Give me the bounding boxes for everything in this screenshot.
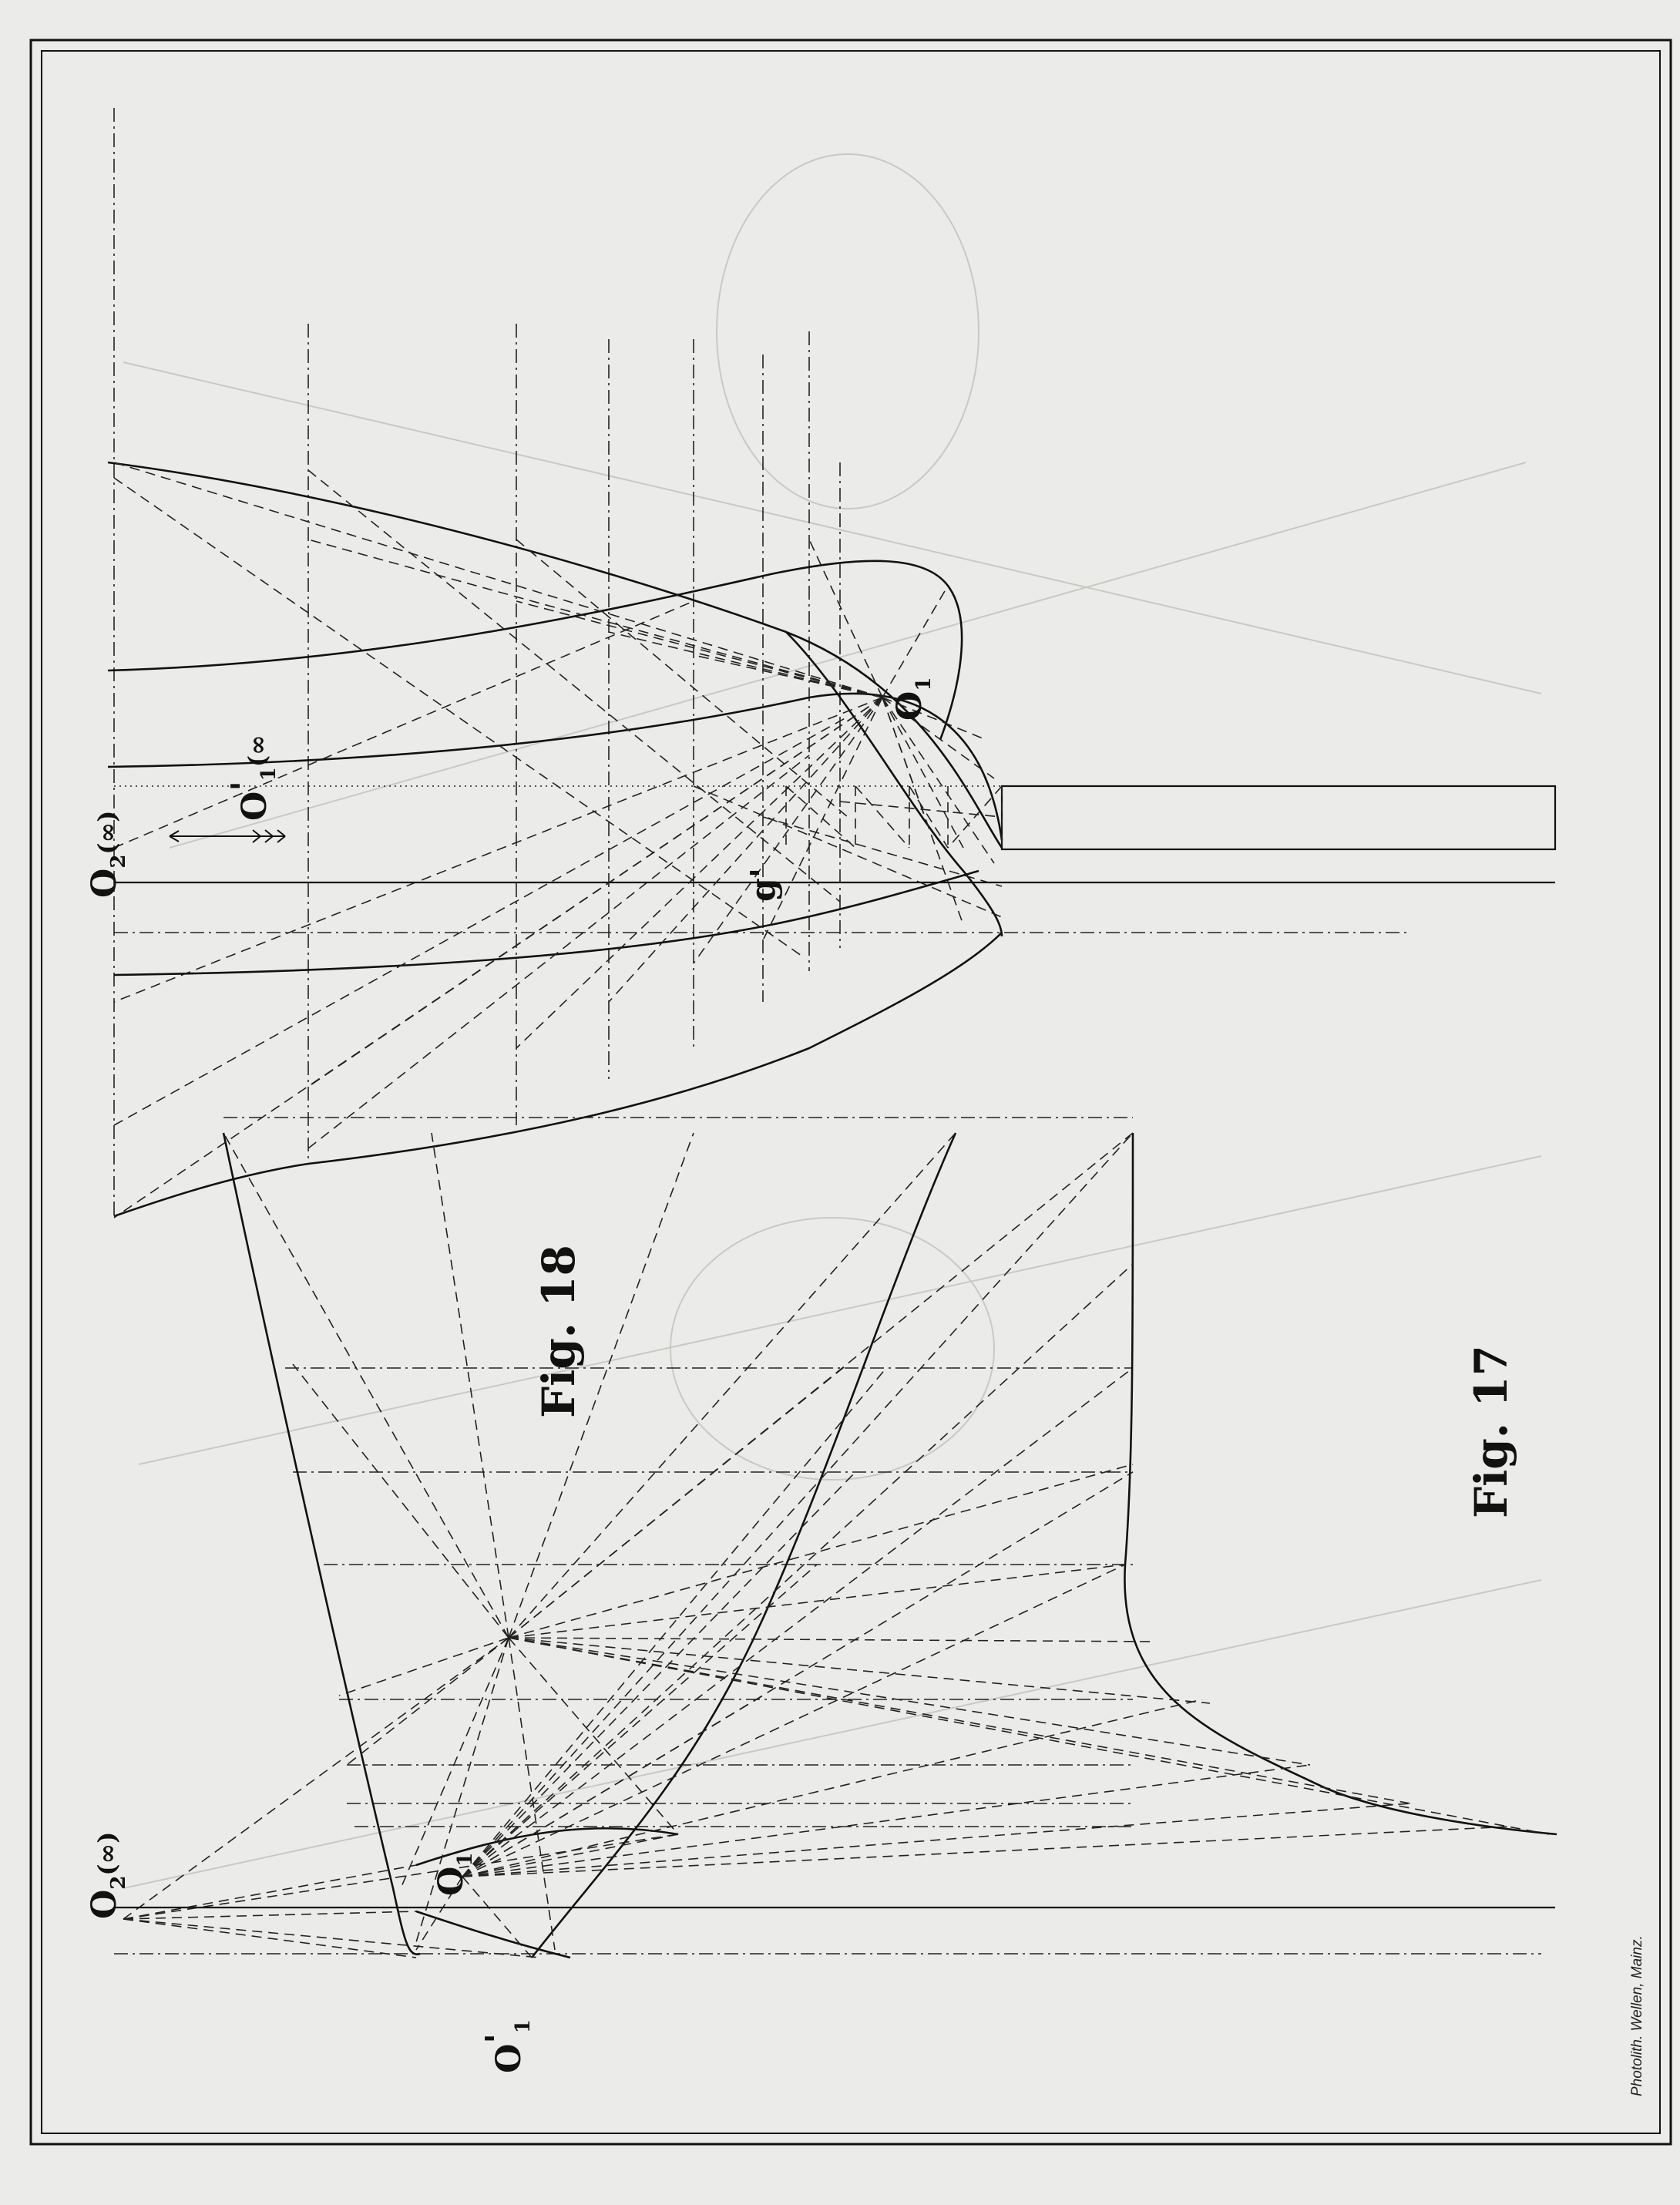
- fig18-ray-fan: [114, 462, 994, 1218]
- figure-17: [114, 1118, 1557, 1958]
- figure-18: [85, 108, 1555, 1418]
- caption-fig18: [533, 1245, 585, 1418]
- construction-ray: [462, 1877, 532, 1958]
- construction-ray: [509, 1638, 1156, 1642]
- plate-border: [31, 40, 1671, 2144]
- fig18-dashdot-lines: [114, 108, 840, 1216]
- construction-ray: [462, 1827, 1510, 1877]
- construction-ray: [223, 1133, 509, 1638]
- construction-ray: [509, 1565, 1125, 1638]
- svg-text:O1: $O_1$: [432, 1852, 477, 1896]
- svg-text:Fig. 17: Fig. 17: [1465, 1345, 1517, 1518]
- construction-ray: [123, 1911, 416, 1919]
- svg-text:O'1: $O'_1$: [479, 2019, 535, 2073]
- ghost-line: [170, 462, 1526, 848]
- svg-text:Fig. 18: Fig. 18: [533, 1245, 585, 1418]
- label-o1-fig18: [890, 677, 936, 721]
- svg-text:O'1(∞: $O'_1^{(\infty}$: [224, 734, 281, 821]
- curve-stub: [416, 1911, 570, 1958]
- ghost-ellipse: [670, 1218, 994, 1480]
- svg-text:Photolith. Wellen, Mainz.: Photolith. Wellen, Mainz.: [1629, 1935, 1645, 2096]
- imprint: [1629, 1935, 1645, 2096]
- caption-fig17: [1465, 1345, 1517, 1518]
- construction-ray: [339, 1638, 509, 1696]
- construction-ray: [509, 1638, 555, 1950]
- label-o2-infinity-fig17: [85, 1832, 130, 1919]
- curve-middle-long: [532, 1133, 956, 1958]
- curve-upper-long: [223, 1133, 420, 1955]
- svg-text:O1: $O_1$: [890, 677, 936, 721]
- construction-ray: [123, 1865, 416, 1919]
- construction-ray: [509, 1638, 1410, 1803]
- svg-text:O2(∞): $O_2^{(\infty)}$: [85, 810, 130, 898]
- curve-top-hyperbola: [108, 561, 962, 740]
- ghost-line: [139, 1156, 1541, 1464]
- construction-ray: [347, 1638, 509, 1765]
- ghost-line: [123, 362, 1541, 694]
- construction-ray: [462, 1368, 886, 1877]
- label-g-prime: [744, 868, 783, 902]
- label-o1-prime-fig17b: [479, 2019, 535, 2073]
- construction-ray: [123, 1834, 678, 1919]
- ghost-ellipse: [717, 154, 979, 509]
- label-o2-infinity-fig18: [85, 811, 130, 898]
- construction-ray: [509, 1638, 1210, 1703]
- bleed-through-marks: [123, 154, 1541, 1888]
- outer-frame: [31, 40, 1671, 2144]
- svg-text:O2(∞): $O_2^{(\infty)}$: [85, 1831, 130, 1919]
- ghost-line: [123, 1580, 1541, 1888]
- curve-inner: [114, 871, 979, 975]
- construction-ray: [462, 1834, 678, 1877]
- construction-ray: [509, 1464, 1133, 1638]
- svg-text:g': g': [744, 867, 783, 902]
- construction-ray: [509, 1638, 1549, 1834]
- construction-ray: [123, 1919, 539, 1958]
- construction-ray: [462, 1765, 1310, 1877]
- fig17-ray-fan: [123, 1133, 1549, 1958]
- inner-frame: [42, 51, 1660, 2133]
- strip-rectangle: [1002, 786, 1555, 849]
- curve-outer: [114, 933, 1002, 1216]
- construction-ray: [123, 1919, 416, 1958]
- label-o1-prime-infinity: [224, 734, 281, 821]
